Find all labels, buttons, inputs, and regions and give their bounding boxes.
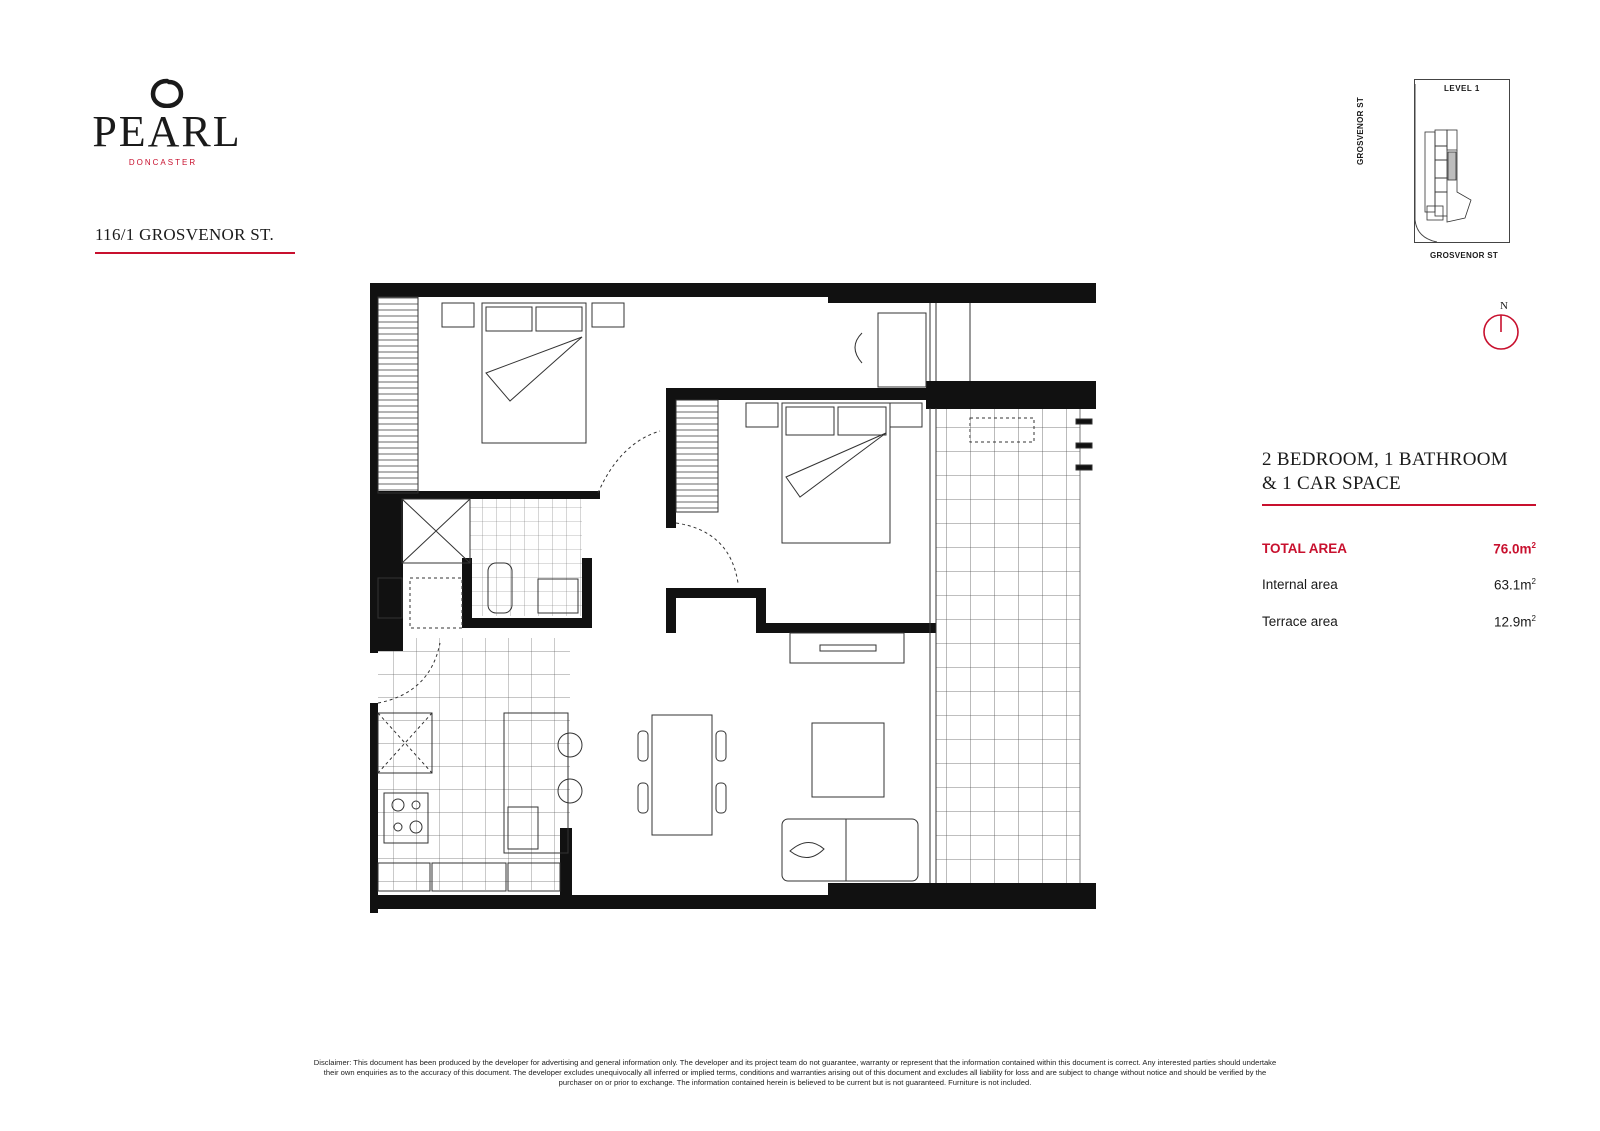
north-arrow	[1487, 300, 1527, 360]
bedroom-2	[598, 400, 922, 583]
north-label: N	[1500, 300, 1508, 312]
unit-address: 116/1 GROSVENOR ST.	[95, 225, 275, 244]
terrace-area-value: $12.9m^2$	[1494, 614, 1536, 630]
total-area-value: $76.0m^2$	[1493, 541, 1536, 557]
floor-plan-drawing	[370, 283, 1130, 943]
terrace-floor	[936, 408, 1080, 886]
key-plan-level: LEVEL 1	[1444, 84, 1480, 93]
floor-plan	[370, 283, 1130, 948]
brand-name: PEARL	[92, 107, 242, 156]
internal-area-value: $63.1m^2$	[1494, 577, 1536, 593]
kitchen-floor	[378, 638, 570, 890]
key-plan-street-left: GROSVENOR ST	[1356, 96, 1365, 165]
address-divider	[95, 252, 295, 254]
internal-area-label: Internal area	[1262, 577, 1338, 592]
bathroom-floor	[470, 498, 582, 616]
pearl-logo-icon	[147, 78, 187, 108]
key-plan	[1356, 75, 1512, 265]
total-area-label: TOTAL AREA	[1262, 541, 1348, 556]
compass-icon	[1481, 312, 1521, 352]
key-plan-building-icon	[1415, 80, 1509, 242]
unit-config	[1262, 448, 1508, 496]
disclaimer: Disclaimer: This document has been produced by the developer for advertising and general information only. The developer and its project team do not guarantee, warranty or represent that the information contained within this document is correct. Any interested parties should undertake their own enquiries as to the accuracy of this document. The developer excludes unequivocally all inferred or implied terms, conditions and warranties arising out of this document and excludes all liability for loss and are subject to change without notice and should be verified by the purchaser on or prior to exchange. The information contained herein is believed to be current but is not guaranteed. Furniture is not included.	[313, 1058, 1277, 1087]
key-plan-street-bottom: GROSVENOR ST	[1430, 251, 1499, 260]
brand-location: DONCASTER	[128, 158, 198, 167]
unit-config-line2: & 1 CAR SPACE	[1262, 473, 1401, 494]
living-dining	[638, 633, 918, 881]
key-plan-frame	[1414, 79, 1510, 243]
spec-divider	[1262, 504, 1536, 506]
unit-config-line1: 2 BEDROOM, 1 BATHROOM	[1262, 449, 1508, 470]
brand-logo	[92, 78, 242, 167]
terrace-area-label: Terrace area	[1262, 614, 1338, 629]
